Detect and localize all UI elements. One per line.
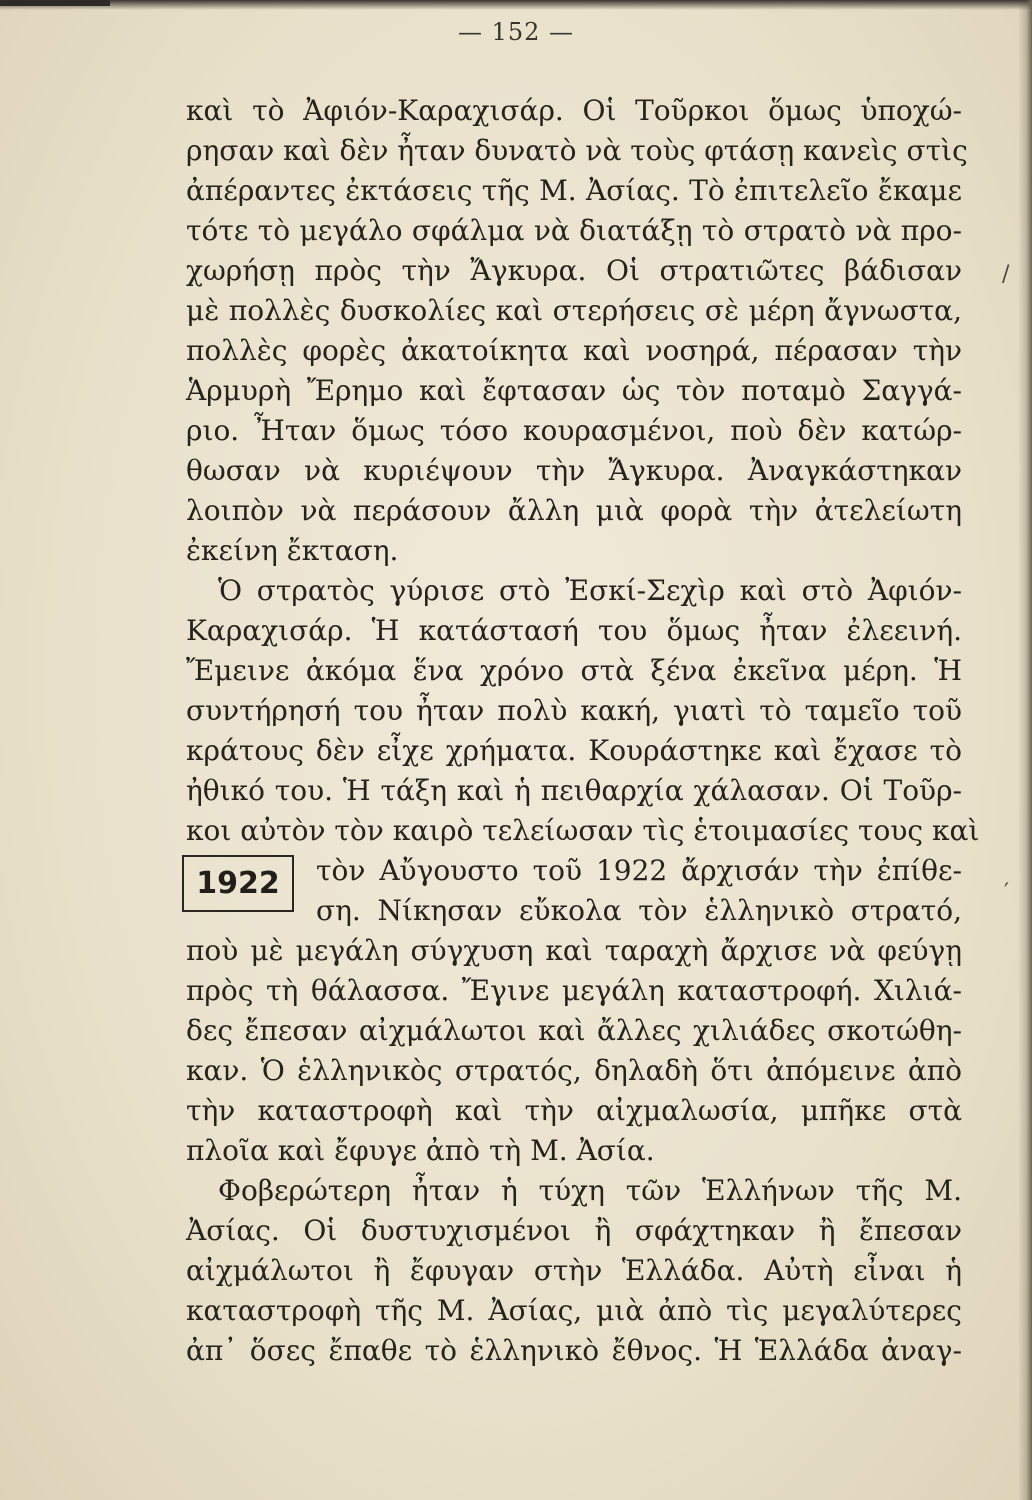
margin-pencil-mark: / [1002,262,1010,287]
text-line: ἀπ᾽ ὅσες ἔπαθε τὸ ἑλληνικὸ ἔθνος. Ἡ Ἑλλάδα ἀναγ- [186,1334,962,1367]
text-line: καταστροφὴ τῆς Μ. Ἀσίας, μιὰ ἀπὸ τὶς μεγαλύτερες [186,1294,962,1327]
text-line: λοιπὸν νὰ περάσουν ἄλλη μιὰ φορὰ τὴν ἀτελείωτη [186,494,962,527]
text-line: ποὺ μὲ μεγάλη σύγχυση καὶ ταραχὴ ἄρχισε νὰ φεύγῃ [186,934,962,967]
text-line: συντήρησή του ἦταν πολὺ κακή, γιατὶ τὸ ταμεῖο τοῦ [186,694,962,727]
text-line: Ἔμεινε ἀκόμα ἕνα χρόνο στὰ ξένα ἐκεῖνα μέρη. Ἡ [186,654,962,687]
text-line: ριο. Ἦταν ὅμως τόσο κουρασμένοι, ποὺ δὲν κατώρ- [186,414,962,447]
text-line: Ὁ στρατὸς γύρισε στὸ Ἐσκί-Σεχὶρ καὶ στὸ Ἀφιόν- [218,574,962,607]
page-number: — 152 — [457,18,575,46]
top-edge-shadow [0,0,1032,10]
text-line: μὲ πολλὲς δυσκολίες καὶ στερήσεις σὲ μέρη ἄγνωστα, [186,294,962,327]
text-line: αἰχμάλωτοι ἢ ἔφυγαν στὴν Ἑλλάδα. Αὐτὴ εἶναι ἡ [186,1254,962,1287]
text-line: Φοβερώτερη ἦταν ἡ τύχη τῶν Ἑλλήνων τῆς Μ. [218,1174,962,1207]
text-line: κράτους δὲν εἶχε χρήματα. Κουράστηκε καὶ ἔχασε τὸ [186,734,962,767]
text-line: πλοῖα καὶ ἔφυγε ἀπὸ τὴ Μ. Ἀσία. [186,1134,655,1167]
text-line: Ἀσίας. Οἱ δυστυχισμένοι ἢ σφάχτηκαν ἢ ἔπεσαν [186,1214,962,1247]
text-line: κοι αὐτὸν τὸν καιρὸ τελείωσαν τὶς ἑτοιμασίες τους καὶ [186,814,980,847]
text-line: πρὸς τὴ θάλασσα. Ἔγινε μεγάλη καταστροφή. Χιλιά- [186,974,962,1007]
margin-year-box: 1922 [182,855,294,912]
text-line: καὶ τὸ Ἀφιόν-Καραχισάρ. Οἱ Τοῦρκοι ὅμως ὑποχώ- [186,94,962,127]
text-line: τότε τὸ μεγάλο σφάλμα νὰ διατάξῃ τὸ στρατὸ νὰ προ- [186,214,962,247]
right-page-edge [1018,0,1032,1500]
text-line: χωρήσῃ πρὸς τὴν Ἄγκυρα. Οἱ στρατιῶτες βάδισαν [186,254,962,287]
text-line: ρησαν καὶ δὲν ἦταν δυνατὸ νὰ τοὺς φτάσῃ κανεὶς στὶς [186,134,968,167]
text-line: Ἁρμυρὴ Ἔρημο καὶ ἔφτασαν ὡς τὸν ποταμὸ Σαγγά- [186,374,962,407]
text-line: θωσαν νὰ κυριέψουν τὴν Ἄγκυρα. Ἀναγκάστηκαν [186,454,962,487]
top-left-binding-mark [0,0,110,6]
text-line: ἀπέραντες ἐκτάσεις τῆς Μ. Ἀσίας. Τὸ ἐπιτελεῖο ἔκαμε [186,174,962,207]
text-line: καν. Ὁ ἑλληνικὸς στρατός, δηλαδὴ ὅτι ἀπόμεινε ἀπὸ [186,1054,962,1087]
text-line: Καραχισάρ. Ἡ κατάστασή του ὅμως ἦταν ἐλεεινή. [186,614,962,647]
text-line: ση. Νίκησαν εὔκολα τὸν ἑλληνικὸ στρατό, [316,894,962,927]
margin-pencil-mark: ′ [1004,880,1009,905]
text-line: πολλὲς φορὲς ἀκατοίκητα καὶ νοσηρά, πέρασαν τὴν [186,334,962,367]
text-line: ἐκείνη ἔκταση. [186,534,399,567]
text-line: ἠθικό του. Ἡ τάξη καὶ ἡ πειθαρχία χάλασαν. Οἱ Τοῦρ- [186,774,962,807]
text-line: τὴν καταστροφὴ καὶ τὴν αἰχμαλωσία, μπῆκε στὰ [186,1094,962,1127]
text-line: τὸν Αὔγουστο τοῦ 1922 ἄρχισάν τὴν ἐπίθε- [316,854,962,887]
text-line: δες ἔπεσαν αἰχμάλωτοι καὶ ἄλλες χιλιάδες σκοτώθη- [186,1014,962,1047]
